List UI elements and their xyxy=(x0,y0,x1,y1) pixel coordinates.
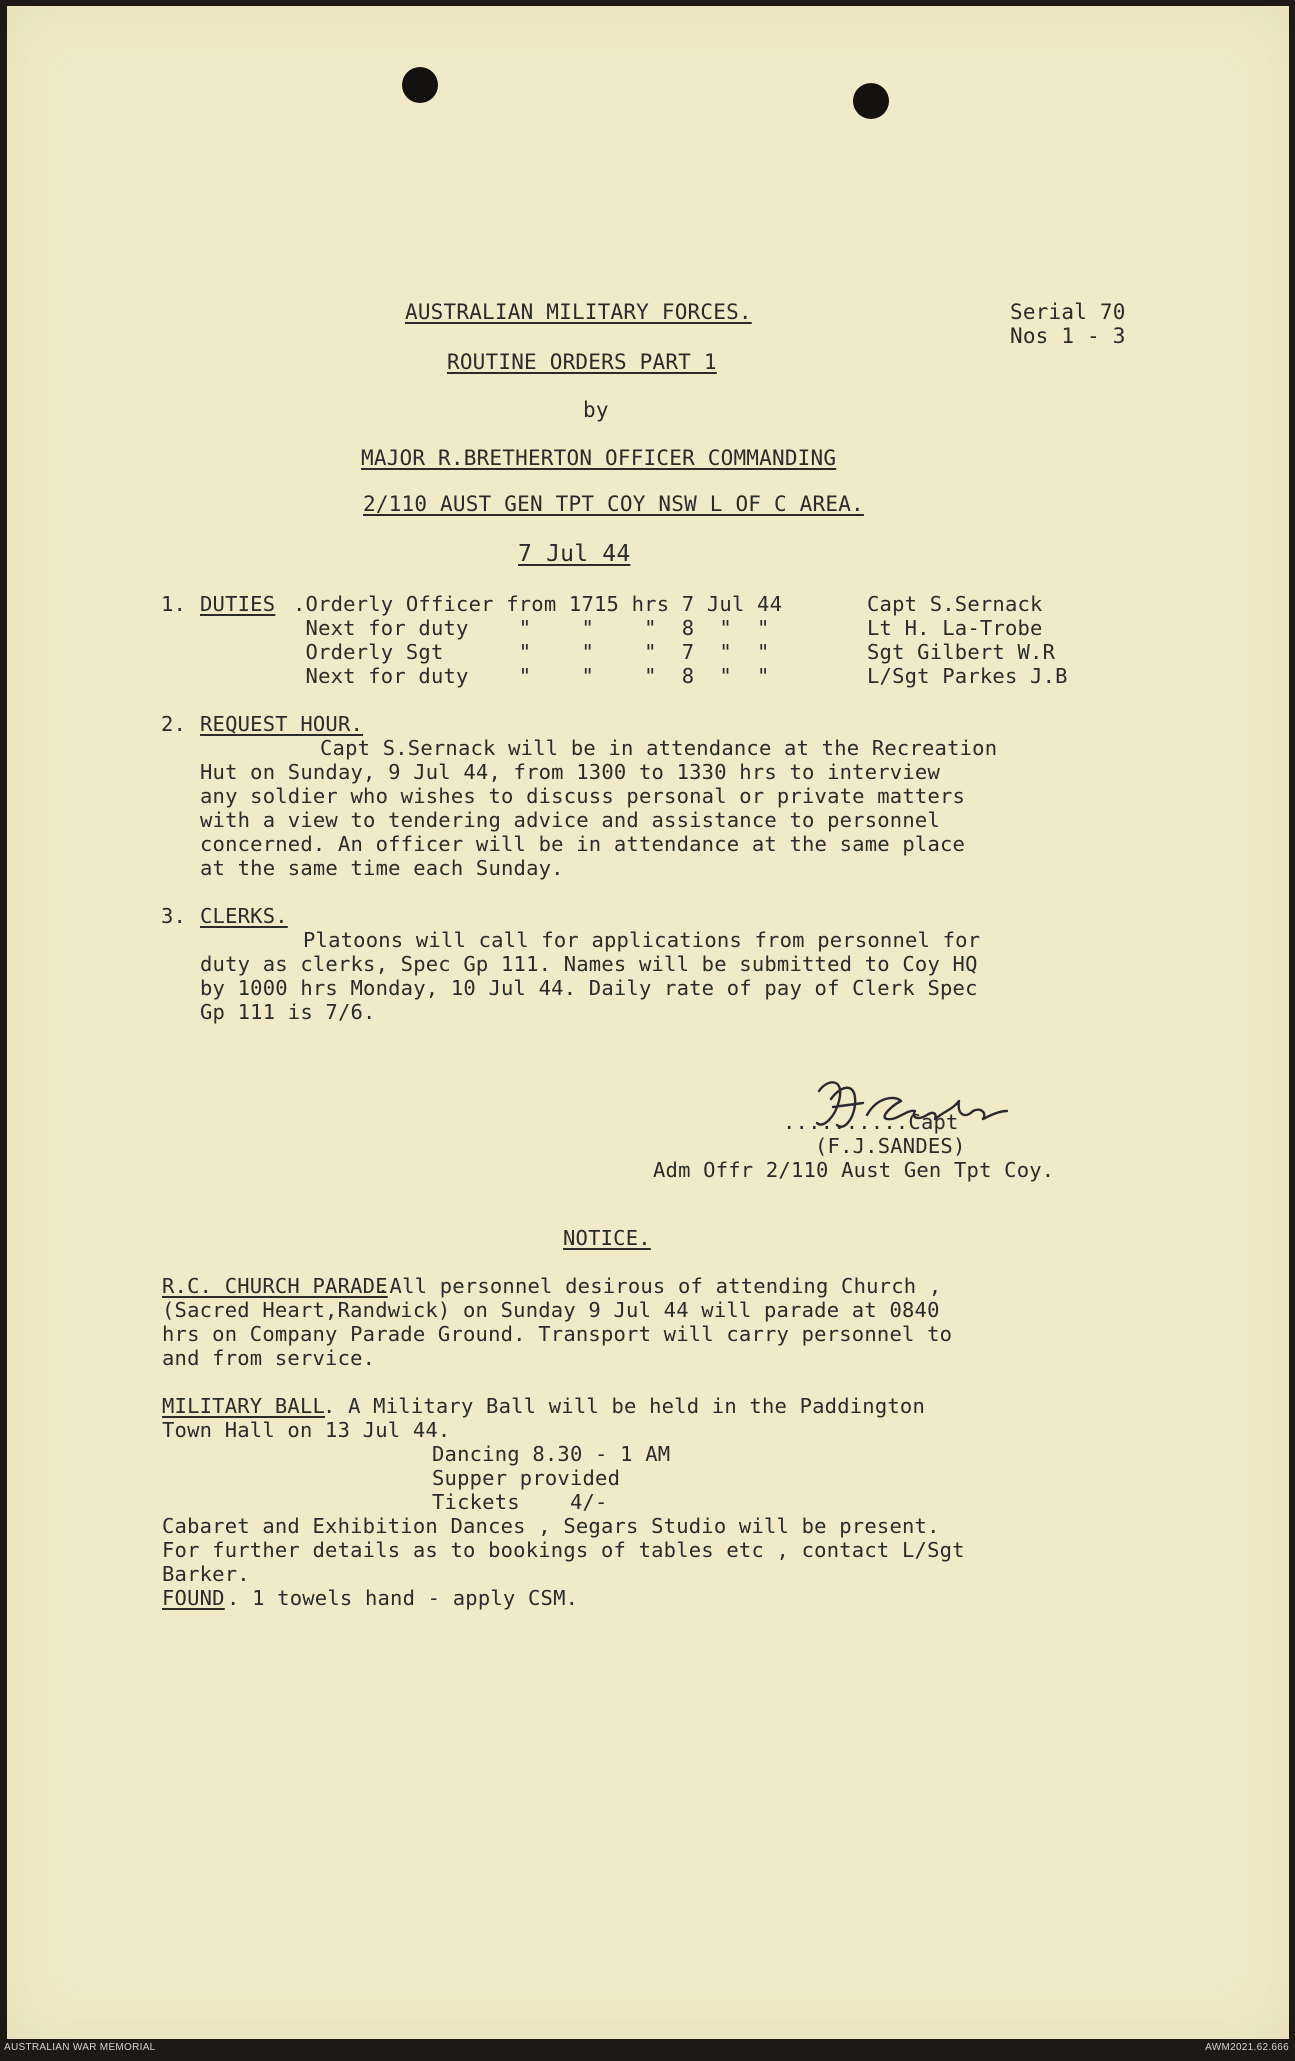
footer-accession: AWM2021.62.666 xyxy=(1205,2042,1289,2053)
body-line: with a view to tendering advice and assistance to personnel xyxy=(200,808,940,832)
body-line: Town Hall on 13 Jul 44. xyxy=(162,1418,451,1442)
body-line: . A Military Ball will be held in the Paddington xyxy=(323,1394,926,1418)
military-ball-heading: MILITARY BALL xyxy=(162,1394,326,1418)
punch-hole xyxy=(853,83,889,119)
request-hour-heading: REQUEST HOUR. xyxy=(200,712,364,736)
signatory-title: Adm Offr 2/110 Aust Gen Tpt Coy. xyxy=(653,1158,1055,1182)
body-line: Gp 111 is 7/6. xyxy=(200,1000,376,1024)
body-line: Platoons will call for applications from personnel for xyxy=(303,928,981,952)
duty-role: Orderly Sgt " " " 7 " " xyxy=(293,640,770,664)
footer-credit: AUSTRALIAN WAR MEMORIAL xyxy=(4,2042,156,2053)
item-number: 2. xyxy=(161,712,187,736)
body-line: and from service. xyxy=(162,1346,376,1370)
order-numbers: Nos 1 - 3 xyxy=(1010,324,1126,348)
body-line: .All personnel desirous of attending Church , xyxy=(377,1274,942,1298)
clerks-heading: CLERKS. xyxy=(200,904,288,928)
item-number: 3. xyxy=(161,904,187,928)
body-line: Tickets 4/- xyxy=(432,1490,608,1514)
order-date: 7 Jul 44 xyxy=(518,541,631,567)
body-line: hrs on Company Parade Ground. Transport will carry personnel to xyxy=(162,1322,953,1346)
body-line: . 1 towels hand - apply CSM. xyxy=(227,1586,579,1610)
body-line: Capt S.Sernack will be in attendance at the Recreation xyxy=(320,736,998,760)
duty-name: Lt H. La-Trobe xyxy=(867,616,1043,640)
duty-role: .Orderly Officer from 1715 hrs 7 Jul 44 xyxy=(293,592,783,616)
body-line: Supper provided xyxy=(432,1466,621,1490)
duties-heading: DUTIES xyxy=(200,592,276,616)
body-line: For further details as to bookings of tables etc , contact L/Sgt xyxy=(162,1538,965,1562)
signatory-name: (F.J.SANDES) xyxy=(815,1134,966,1158)
duty-role: Next for duty " " " 8 " " xyxy=(293,664,770,688)
body-line: any soldier who wishes to discuss personal or private matters xyxy=(200,784,966,808)
signature-dots: ..........Capt xyxy=(783,1110,959,1134)
body-line: Hut on Sunday, 9 Jul 44, from 1300 to 1330 hrs to interview xyxy=(200,760,940,784)
by-line: by xyxy=(583,398,609,422)
church-parade-heading: R.C. CHURCH PARADE xyxy=(162,1274,388,1298)
body-line: by 1000 hrs Monday, 10 Jul 44. Daily rate of pay of Clerk Spec xyxy=(200,976,978,1000)
body-line: concerned. An officer will be in attendance at the same place xyxy=(200,832,966,856)
unit-name: 2/110 AUST GEN TPT COY NSW L OF C AREA. xyxy=(363,492,864,516)
serial-number: Serial 70 xyxy=(1010,300,1126,324)
item-number: 1. xyxy=(161,592,187,616)
body-line: Dancing 8.30 - 1 AM xyxy=(432,1442,671,1466)
document-title: AUSTRALIAN MILITARY FORCES. xyxy=(405,300,752,324)
punch-hole xyxy=(402,67,438,103)
duty-name: Sgt Gilbert W.R xyxy=(867,640,1056,664)
document-subtitle: ROUTINE ORDERS PART 1 xyxy=(447,350,717,374)
body-line: duty as clerks, Spec Gp 111. Names will be submitted to Coy HQ xyxy=(200,952,978,976)
document-page xyxy=(7,6,1289,2039)
body-line: at the same time each Sunday. xyxy=(200,856,564,880)
duty-role: Next for duty " " " 8 " " xyxy=(293,616,770,640)
body-line: Cabaret and Exhibition Dances , Segars Studio will be present. xyxy=(162,1514,940,1538)
duty-name: Capt S.Sernack xyxy=(867,592,1043,616)
commanding-officer: MAJOR R.BRETHERTON OFFICER COMMANDING xyxy=(361,446,837,470)
notice-heading: NOTICE. xyxy=(563,1226,651,1250)
found-heading: FOUND xyxy=(162,1586,225,1610)
body-line: Barker. xyxy=(162,1562,250,1586)
duty-name: L/Sgt Parkes J.B xyxy=(867,664,1068,688)
body-line: (Sacred Heart,Randwick) on Sunday 9 Jul 44 will parade at 0840 xyxy=(162,1298,940,1322)
